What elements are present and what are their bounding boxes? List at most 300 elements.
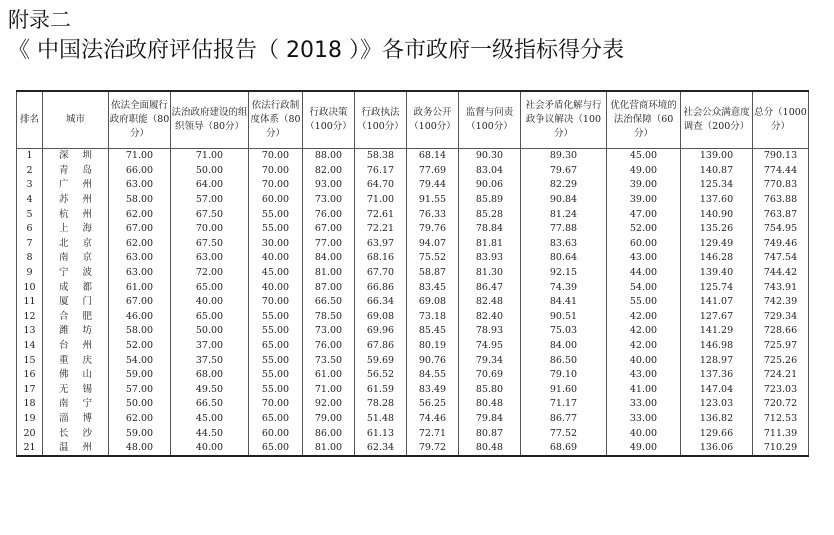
score-cell: 87.00: [303, 280, 355, 295]
score-cell: 85.80: [459, 383, 521, 398]
score-cell: 724.21: [753, 368, 809, 383]
score-cell: 66.50: [303, 295, 355, 310]
table-row: [17, 237, 809, 252]
score-cell: 42.00: [607, 339, 681, 354]
score-cell: 79.10: [521, 368, 607, 383]
score-cell: 74.39: [521, 280, 607, 295]
score-cell: 79.84: [459, 412, 521, 427]
rank-cell: 9: [17, 266, 43, 281]
score-cell: 763.87: [753, 207, 809, 222]
rank-cell: 3: [17, 178, 43, 193]
score-cell: 141.07: [681, 295, 753, 310]
table-row: [17, 324, 809, 339]
score-cell: 67.70: [355, 266, 407, 281]
score-cell: 54.00: [607, 280, 681, 295]
city-cell: 北京: [43, 237, 109, 252]
score-cell: 80.19: [407, 339, 459, 354]
score-cell: 78.50: [303, 310, 355, 325]
score-cell: 89.30: [521, 149, 607, 164]
score-cell: 51.48: [355, 412, 407, 427]
score-cell: 73.50: [303, 353, 355, 368]
score-cell: 52.00: [109, 339, 171, 354]
score-cell: 68.69: [521, 441, 607, 457]
score-cell: 66.34: [355, 295, 407, 310]
score-cell: 84.00: [303, 251, 355, 266]
score-cell: 67.50: [171, 207, 249, 222]
score-cell: 71.00: [303, 383, 355, 398]
score-cell: 91.60: [521, 383, 607, 398]
score-cell: 46.00: [109, 310, 171, 325]
column-header: 依法全面履行政府职能（80分）: [109, 91, 171, 149]
table-row: [17, 280, 809, 295]
score-cell: 44.00: [607, 266, 681, 281]
score-cell: 81.24: [521, 207, 607, 222]
score-cell: 70.69: [459, 368, 521, 383]
score-cell: 744.42: [753, 266, 809, 281]
score-cell: 65.00: [249, 412, 303, 427]
score-cell: 60.00: [607, 237, 681, 252]
score-cell: 45.00: [249, 266, 303, 281]
city-cell: 青岛: [43, 164, 109, 179]
score-cell: 85.45: [407, 324, 459, 339]
score-cell: 93.00: [303, 178, 355, 193]
column-header: 城市: [43, 91, 109, 149]
table-body: [17, 149, 809, 457]
score-cell: 77.00: [303, 237, 355, 252]
column-header: 监督与问责（100分）: [459, 91, 521, 149]
score-cell: 67.00: [109, 295, 171, 310]
rank-cell: 16: [17, 368, 43, 383]
score-cell: 80.48: [459, 441, 521, 457]
score-cell: 81.00: [303, 266, 355, 281]
score-cell: 63.00: [109, 178, 171, 193]
city-cell: 台州: [43, 339, 109, 354]
score-cell: 79.76: [407, 222, 459, 237]
column-header: 依法行政制度体系（80分）: [249, 91, 303, 149]
score-cell: 37.50: [171, 353, 249, 368]
score-cell: 729.34: [753, 310, 809, 325]
score-cell: 65.00: [249, 441, 303, 457]
city-cell: 深圳: [43, 149, 109, 164]
city-cell: 成都: [43, 280, 109, 295]
table-row: [17, 412, 809, 427]
score-cell: 66.86: [355, 280, 407, 295]
city-cell: 淄博: [43, 412, 109, 427]
score-cell: 71.00: [171, 149, 249, 164]
column-header: 行政执法（100分）: [355, 91, 407, 149]
rank-cell: 8: [17, 251, 43, 266]
score-cell: 40.00: [607, 426, 681, 441]
score-cell: 69.96: [355, 324, 407, 339]
score-cell: 77.88: [521, 222, 607, 237]
score-cell: 61.59: [355, 383, 407, 398]
score-cell: 72.71: [407, 426, 459, 441]
score-cell: 54.00: [109, 353, 171, 368]
column-header: 行政决策（100分）: [303, 91, 355, 149]
table-row: [17, 295, 809, 310]
score-cell: 55.00: [249, 368, 303, 383]
column-header: 优化营商环境的法治保障（60分）: [607, 91, 681, 149]
score-cell: 79.67: [521, 164, 607, 179]
rank-cell: 14: [17, 339, 43, 354]
score-cell: 68.00: [171, 368, 249, 383]
column-header: 政务公开（100分）: [407, 91, 459, 149]
score-cell: 63.97: [355, 237, 407, 252]
table-title: 《 中国法治政府评估报告（ 2018 ）》各市政府一级指标得分表: [8, 38, 624, 63]
score-cell: 83.45: [407, 280, 459, 295]
score-cell: 88.00: [303, 149, 355, 164]
score-cell: 84.00: [521, 339, 607, 354]
city-cell: 宁波: [43, 266, 109, 281]
score-cell: 55.00: [249, 207, 303, 222]
score-cell: 78.93: [459, 324, 521, 339]
score-cell: 78.28: [355, 397, 407, 412]
city-cell: 佛山: [43, 368, 109, 383]
score-cell: 30.00: [249, 237, 303, 252]
table-row: [17, 251, 809, 266]
score-cell: 147.04: [681, 383, 753, 398]
score-cell: 710.29: [753, 441, 809, 457]
column-header: 排名: [17, 91, 43, 149]
score-cell: 73.00: [303, 193, 355, 208]
city-cell: 杭州: [43, 207, 109, 222]
score-cell: 74.46: [407, 412, 459, 427]
score-cell: 64.70: [355, 178, 407, 193]
score-cell: 50.00: [171, 324, 249, 339]
rank-cell: 4: [17, 193, 43, 208]
rank-cell: 2: [17, 164, 43, 179]
rank-cell: 7: [17, 237, 43, 252]
score-cell: 45.00: [171, 412, 249, 427]
rank-cell: 13: [17, 324, 43, 339]
score-cell: 129.49: [681, 237, 753, 252]
score-cell: 128.97: [681, 353, 753, 368]
table-row: [17, 383, 809, 398]
score-cell: 62.00: [109, 207, 171, 222]
score-cell: 57.00: [171, 193, 249, 208]
score-cell: 70.00: [249, 397, 303, 412]
score-cell: 125.74: [681, 280, 753, 295]
score-cell: 84.41: [521, 295, 607, 310]
table-row: [17, 193, 809, 208]
score-cell: 41.00: [607, 383, 681, 398]
score-cell: 58.00: [109, 324, 171, 339]
score-cell: 62.00: [109, 237, 171, 252]
column-header: 社会矛盾化解与行政争议解决（100分）: [521, 91, 607, 149]
rank-cell: 5: [17, 207, 43, 222]
score-cell: 55.00: [249, 222, 303, 237]
score-cell: 79.72: [407, 441, 459, 457]
score-cell: 67.00: [303, 222, 355, 237]
score-cell: 81.00: [303, 441, 355, 457]
score-cell: 58.00: [109, 193, 171, 208]
score-cell: 67.00: [109, 222, 171, 237]
score-cell: 79.34: [459, 353, 521, 368]
score-cell: 82.29: [521, 178, 607, 193]
score-cell: 70.00: [249, 178, 303, 193]
score-cell: 67.50: [171, 237, 249, 252]
score-cell: 55.00: [607, 295, 681, 310]
city-cell: 重庆: [43, 353, 109, 368]
score-cell: 82.48: [459, 295, 521, 310]
score-cell: 60.00: [249, 426, 303, 441]
score-cell: 711.39: [753, 426, 809, 441]
score-cell: 82.00: [303, 164, 355, 179]
score-cell: 80.48: [459, 397, 521, 412]
score-cell: 61.00: [109, 280, 171, 295]
score-cell: 83.49: [407, 383, 459, 398]
score-cell: 85.89: [459, 193, 521, 208]
score-cell: 69.08: [407, 295, 459, 310]
score-cell: 76.00: [303, 339, 355, 354]
score-cell: 63.00: [109, 251, 171, 266]
score-cell: 91.55: [407, 193, 459, 208]
city-cell: 南宁: [43, 397, 109, 412]
score-cell: 42.00: [607, 324, 681, 339]
city-cell: 合肥: [43, 310, 109, 325]
score-cell: 71.00: [355, 193, 407, 208]
score-cell: 40.00: [171, 295, 249, 310]
city-cell: 无锡: [43, 383, 109, 398]
score-cell: 90.06: [459, 178, 521, 193]
score-cell: 137.36: [681, 368, 753, 383]
score-cell: 141.29: [681, 324, 753, 339]
column-header: 总分（1000分）: [753, 91, 809, 149]
score-cell: 63.00: [171, 251, 249, 266]
score-cell: 725.97: [753, 339, 809, 354]
score-cell: 43.00: [607, 251, 681, 266]
score-cell: 33.00: [607, 397, 681, 412]
score-cell: 70.00: [249, 164, 303, 179]
score-cell: 754.95: [753, 222, 809, 237]
score-cell: 71.00: [109, 149, 171, 164]
rank-cell: 15: [17, 353, 43, 368]
score-cell: 55.00: [249, 324, 303, 339]
score-cell: 59.00: [109, 426, 171, 441]
score-cell: 92.15: [521, 266, 607, 281]
score-cell: 63.00: [109, 266, 171, 281]
city-cell: 潍坊: [43, 324, 109, 339]
table-row: [17, 149, 809, 164]
city-cell: 南京: [43, 251, 109, 266]
table-row: [17, 368, 809, 383]
city-cell: 厦门: [43, 295, 109, 310]
table-row: [17, 164, 809, 179]
score-cell: 40.00: [249, 251, 303, 266]
score-cell: 56.25: [407, 397, 459, 412]
score-cell: 39.00: [607, 193, 681, 208]
score-cell: 90.30: [459, 149, 521, 164]
score-cell: 65.00: [171, 310, 249, 325]
city-cell: 温州: [43, 441, 109, 457]
score-cell: 712.53: [753, 412, 809, 427]
score-cell: 33.00: [607, 412, 681, 427]
score-cell: 123.03: [681, 397, 753, 412]
rank-cell: 21: [17, 441, 43, 457]
score-cell: 774.44: [753, 164, 809, 179]
score-cell: 749.46: [753, 237, 809, 252]
score-cell: 70.00: [249, 295, 303, 310]
rank-cell: 6: [17, 222, 43, 237]
score-cell: 70.00: [171, 222, 249, 237]
score-cell: 728.66: [753, 324, 809, 339]
score-cell: 55.00: [249, 383, 303, 398]
score-cell: 55.00: [249, 353, 303, 368]
score-cell: 78.84: [459, 222, 521, 237]
table-header-row: [17, 91, 809, 149]
score-cell: 48.00: [109, 441, 171, 457]
score-cell: 139.00: [681, 149, 753, 164]
score-cell: 40.00: [607, 353, 681, 368]
city-cell: 长沙: [43, 426, 109, 441]
table-row: [17, 266, 809, 281]
score-cell: 76.17: [355, 164, 407, 179]
score-cell: 39.00: [607, 178, 681, 193]
score-cell: 50.00: [171, 164, 249, 179]
score-cell: 742.39: [753, 295, 809, 310]
rank-cell: 10: [17, 280, 43, 295]
score-cell: 72.00: [171, 266, 249, 281]
score-cell: 79.00: [303, 412, 355, 427]
score-cell: 763.88: [753, 193, 809, 208]
score-cell: 47.00: [607, 207, 681, 222]
score-cell: 64.00: [171, 178, 249, 193]
score-cell: 83.04: [459, 164, 521, 179]
score-cell: 140.90: [681, 207, 753, 222]
score-cell: 720.72: [753, 397, 809, 412]
score-cell: 58.87: [407, 266, 459, 281]
score-cell: 75.52: [407, 251, 459, 266]
appendix-heading: 附录二: [8, 8, 71, 32]
score-cell: 57.00: [109, 383, 171, 398]
score-cell: 90.84: [521, 193, 607, 208]
score-cell: 49.00: [607, 164, 681, 179]
score-cell: 137.60: [681, 193, 753, 208]
score-cell: 74.95: [459, 339, 521, 354]
rank-cell: 17: [17, 383, 43, 398]
score-cell: 77.52: [521, 426, 607, 441]
score-cell: 140.87: [681, 164, 753, 179]
score-cell: 86.50: [521, 353, 607, 368]
score-cell: 79.44: [407, 178, 459, 193]
score-cell: 73.00: [303, 324, 355, 339]
score-cell: 68.14: [407, 149, 459, 164]
score-cell: 68.16: [355, 251, 407, 266]
score-cell: 75.03: [521, 324, 607, 339]
city-cell: 苏州: [43, 193, 109, 208]
score-cell: 723.03: [753, 383, 809, 398]
score-cell: 90.51: [521, 310, 607, 325]
score-cell: 86.00: [303, 426, 355, 441]
score-cell: 70.00: [249, 149, 303, 164]
score-cell: 58.38: [355, 149, 407, 164]
table-row: [17, 441, 809, 457]
score-cell: 49.00: [607, 441, 681, 457]
score-cell: 80.87: [459, 426, 521, 441]
rank-cell: 19: [17, 412, 43, 427]
score-cell: 135.26: [681, 222, 753, 237]
score-cell: 81.81: [459, 237, 521, 252]
table-row: [17, 426, 809, 441]
score-cell: 45.00: [607, 149, 681, 164]
table-row: [17, 397, 809, 412]
score-cell: 725.26: [753, 353, 809, 368]
rank-cell: 18: [17, 397, 43, 412]
table-row: [17, 222, 809, 237]
score-cell: 65.00: [249, 339, 303, 354]
score-cell: 83.63: [521, 237, 607, 252]
score-cell: 743.91: [753, 280, 809, 295]
score-cell: 770.83: [753, 178, 809, 193]
score-cell: 40.00: [171, 441, 249, 457]
score-cell: 42.00: [607, 310, 681, 325]
score-cell: 136.82: [681, 412, 753, 427]
score-cell: 37.00: [171, 339, 249, 354]
score-cell: 40.00: [249, 280, 303, 295]
score-cell: 77.69: [407, 164, 459, 179]
score-cell: 62.00: [109, 412, 171, 427]
score-cell: 44.50: [171, 426, 249, 441]
score-cell: 56.52: [355, 368, 407, 383]
score-cell: 90.76: [407, 353, 459, 368]
score-cell: 62.34: [355, 441, 407, 457]
score-cell: 146.98: [681, 339, 753, 354]
rank-cell: 11: [17, 295, 43, 310]
score-cell: 125.34: [681, 178, 753, 193]
table-row: [17, 178, 809, 193]
scores-table: [16, 90, 809, 457]
score-cell: 84.55: [407, 368, 459, 383]
score-cell: 94.07: [407, 237, 459, 252]
score-cell: 139.40: [681, 266, 753, 281]
city-cell: 上海: [43, 222, 109, 237]
score-cell: 65.00: [171, 280, 249, 295]
rank-cell: 12: [17, 310, 43, 325]
score-cell: 55.00: [249, 310, 303, 325]
score-cell: 76.33: [407, 207, 459, 222]
score-cell: 790.13: [753, 149, 809, 164]
score-cell: 146.28: [681, 251, 753, 266]
score-cell: 61.13: [355, 426, 407, 441]
table-row: [17, 207, 809, 222]
score-cell: 60.00: [249, 193, 303, 208]
score-cell: 49.50: [171, 383, 249, 398]
score-cell: 81.30: [459, 266, 521, 281]
score-cell: 73.18: [407, 310, 459, 325]
score-cell: 136.06: [681, 441, 753, 457]
score-cell: 72.61: [355, 207, 407, 222]
column-header: 社会公众满意度调查（200分）: [681, 91, 753, 149]
score-cell: 72.21: [355, 222, 407, 237]
score-cell: 59.69: [355, 353, 407, 368]
score-cell: 127.67: [681, 310, 753, 325]
score-cell: 92.00: [303, 397, 355, 412]
table-row: [17, 310, 809, 325]
score-cell: 50.00: [109, 397, 171, 412]
score-cell: 747.54: [753, 251, 809, 266]
score-cell: 69.08: [355, 310, 407, 325]
score-cell: 86.77: [521, 412, 607, 427]
score-cell: 85.28: [459, 207, 521, 222]
score-cell: 52.00: [607, 222, 681, 237]
city-cell: 广州: [43, 178, 109, 193]
rank-cell: 20: [17, 426, 43, 441]
score-cell: 67.86: [355, 339, 407, 354]
score-cell: 76.00: [303, 207, 355, 222]
score-cell: 66.00: [109, 164, 171, 179]
score-cell: 129.66: [681, 426, 753, 441]
score-cell: 82.40: [459, 310, 521, 325]
